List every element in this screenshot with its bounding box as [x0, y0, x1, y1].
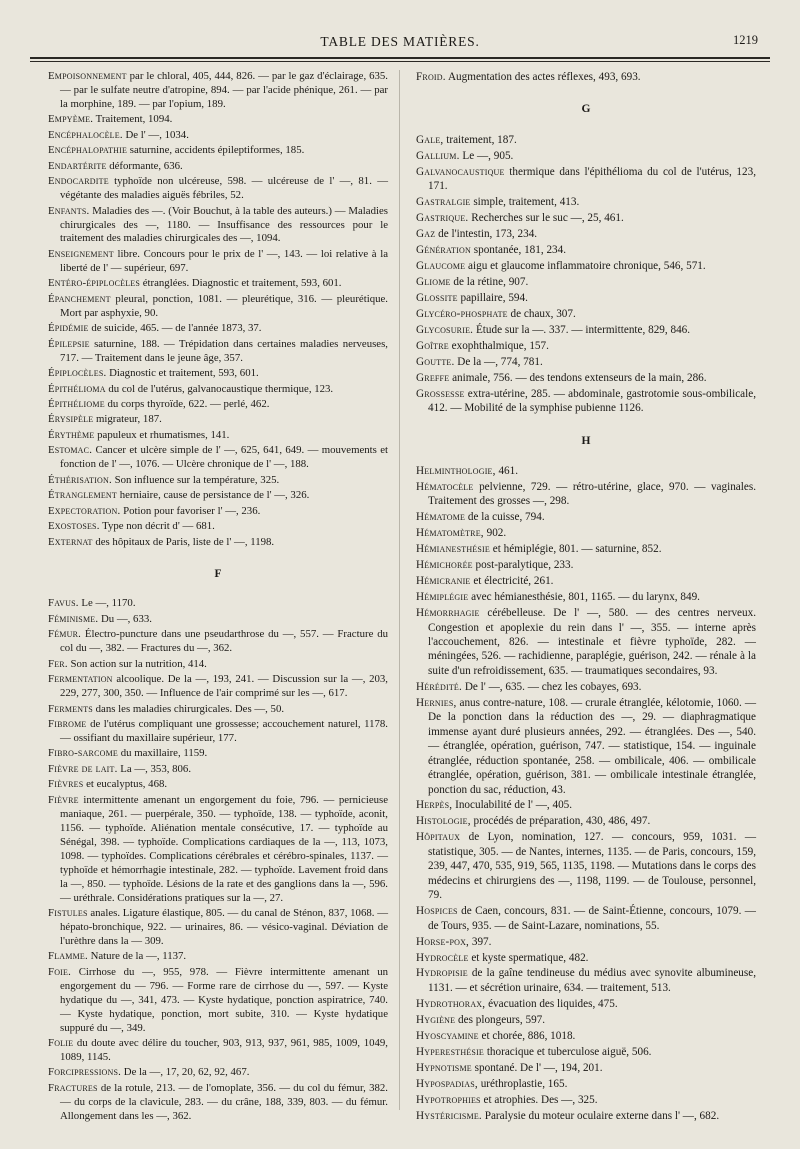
index-entry	[416, 307, 756, 321]
entry-keyword: Encéphalocèle.	[48, 128, 123, 141]
index-entry	[416, 951, 756, 965]
index-entry	[48, 950, 388, 964]
index-entry	[416, 606, 756, 678]
entry-keyword: Hypotrophies	[416, 1093, 481, 1106]
entry-keyword: Gastrique.	[416, 212, 469, 225]
entry-text: extra-utérine, 285. — abdominale, gastrotomie sous-ombilicale, 412. — Mobilité de la symphise pubienne 1126.	[428, 387, 757, 415]
entry-keyword: Hypospadias,	[416, 1077, 478, 1090]
entry-text: de la cuisse, 794.	[467, 511, 545, 524]
entry-keyword: Hémorrhagie	[416, 607, 480, 620]
section-letter-h: H	[581, 434, 591, 447]
section-letter-f: F	[214, 567, 222, 580]
index-entry	[416, 1029, 756, 1043]
index-entry	[48, 703, 388, 717]
entry-text: des hôpitaux de Paris, liste de l' —, 1198.	[95, 535, 275, 548]
entry-text: étranglées. Diagnostic et traitement, 593, 601.	[142, 277, 342, 290]
entry-text: Du —, 633.	[100, 612, 152, 625]
index-entry	[416, 1093, 756, 1107]
index-entry	[416, 387, 756, 416]
entry-keyword: Greffe	[416, 371, 450, 384]
index-entry	[48, 248, 388, 276]
entry-keyword: Hydropisie	[416, 967, 468, 980]
entry-text: et eucalyptus, 468.	[86, 778, 168, 791]
entry-text: Son influence sur la température, 325.	[114, 473, 280, 486]
entry-keyword: Féminisme.	[48, 612, 99, 625]
index-entry	[48, 474, 388, 488]
entry-list-g	[416, 133, 756, 416]
entry-keyword: Hémichorée	[416, 559, 473, 572]
index-entry	[48, 907, 388, 949]
index-entry	[416, 371, 756, 385]
entry-text: De la —, 774, 781.	[457, 355, 543, 368]
index-entry	[48, 597, 388, 611]
entry-text: Maladies des —. (Voir Bouchut, à la table des auteurs.) — Maladies chirurgicales des —, 1180. — Insuffisance des ressources pour le traitement des maladies chirurgicales des —, 1094.	[60, 204, 388, 245]
index-entry	[416, 464, 756, 478]
entry-keyword: Génération	[416, 244, 471, 257]
entry-keyword: Hyoscyamine	[416, 1029, 479, 1042]
index-entry	[416, 997, 756, 1011]
entry-text: exophthalmique, 157.	[451, 339, 549, 352]
entry-text: et hémiplégie, 801. — saturnine, 852.	[492, 543, 662, 556]
entry-keyword: Flamme.	[48, 950, 88, 963]
entry-keyword: Épanchement	[48, 292, 111, 305]
entry-text: de la rétine, 907.	[453, 275, 529, 288]
entry-text: du col de l'utérus, galvanocaustique thermique, 123.	[108, 382, 334, 395]
index-entry	[416, 510, 756, 524]
entry-text: du maxillaire, 1159.	[120, 747, 208, 760]
entry-keyword: Fractures	[48, 1081, 98, 1094]
entry-text: dans les maladies chirurgicales. Des —, 50.	[95, 702, 285, 715]
entry-text: spontanée, 181, 234.	[473, 244, 567, 257]
entry-keyword: Entéro-épiplocèles	[48, 277, 141, 290]
entry-list-e	[48, 70, 388, 550]
entry-text: uréthroplastie, 165.	[480, 1077, 568, 1090]
entry-text: de la rotule, 213. — de l'omoplate, 356. — du col du fémur, 382. — du corps de la clavicule, 283. — du crâne, 188, 339, 803. — du fémur. Allongement dans les —, 362.	[60, 1081, 388, 1122]
index-entry	[48, 520, 388, 534]
index-entry	[416, 259, 756, 273]
index-entry	[48, 413, 388, 427]
index-entry	[48, 129, 388, 143]
entry-text: 397.	[471, 935, 492, 948]
index-entry	[48, 794, 388, 906]
entry-text: Type non décrit d' — 681.	[102, 520, 215, 533]
index-entry	[48, 778, 388, 792]
entry-keyword: Hôpitaux	[416, 831, 461, 844]
entry-keyword: Hypnotisme	[416, 1061, 472, 1074]
index-entry	[416, 149, 756, 163]
entry-keyword: Forcipressions.	[48, 1066, 122, 1079]
entry-text: avec hémianesthésie, 801, 1165. — du larynx, 849.	[471, 591, 700, 604]
left-column	[48, 70, 388, 1125]
entry-keyword: Hématome	[416, 511, 466, 524]
section-letter-g: G	[581, 103, 591, 116]
entry-text: De l' —, 1034.	[125, 128, 189, 141]
entry-text: libre. Concours pour le prix de l' —, 143. — loi relative à la liberté de l' — supérieur, 697.	[60, 247, 389, 274]
entry-keyword: Fibro-sarcome	[48, 747, 118, 760]
entry-keyword: Expectoration.	[48, 504, 121, 517]
entry-text: papillaire, 594.	[460, 291, 528, 304]
index-entry	[48, 658, 388, 672]
index-entry	[416, 291, 756, 305]
index-entry	[48, 175, 388, 203]
index-entry	[48, 322, 388, 336]
entry-text: Électro-puncture dans une pseudarthrose du —, 557. — Fracture du col du —, 382. — Fractures du —, 362.	[60, 628, 388, 655]
index-entry	[48, 763, 388, 777]
entry-text: Potion pour favoriser l' —, 236.	[123, 504, 261, 517]
entry-text: pelvienne, 729. — rétro-utérine, glace, 970. — vaginales. Traitement des grosses —, 298.	[428, 480, 757, 508]
entry-list-h	[416, 464, 756, 1123]
entry-text: thermique dans l'épithélioma du col de l'utérus, 123, 171.	[428, 165, 756, 193]
entry-text: évacuation des liquides, 475.	[488, 997, 618, 1010]
index-entry	[416, 1109, 756, 1123]
entry-text: Augmentation des actes réflexes, 493, 693.	[447, 71, 641, 83]
entry-keyword: Épithéliome	[48, 397, 105, 410]
entry-text: La —, 353, 806.	[120, 762, 192, 775]
entry-keyword: Empoisonnement	[48, 70, 127, 82]
entry-text: alcoolique. De la —, 193, 241. — Discussion sur la —, 203, 229, 277, 300, 350. — Influence de l'air comprimé sur les —, 617.	[60, 673, 388, 700]
index-entry	[48, 489, 388, 503]
entry-keyword: Helminthologie,	[416, 465, 496, 478]
index-entry	[416, 814, 756, 828]
entry-text: du corps thyroïde, 622. — perlé, 462.	[107, 397, 270, 410]
entry-text: post-paralytique, 233.	[475, 559, 574, 572]
entry-text: de Lyon, nomination, 127. — concours, 959, 1031. — statistique, 305. — de Nantes, internes, 1135. — de Paris, concours, 159, 239, 447, 470, 535, 919, 565, 1135, 1198. — Mutations dans le corps des médecins et chirurgiens des —, 1198, 1199. — de Toulouse, personnel, 79.	[428, 831, 757, 902]
entry-keyword: Exostoses.	[48, 520, 100, 533]
entry-text: spontané. De l' —, 194, 201.	[474, 1061, 603, 1074]
index-entry	[416, 355, 756, 369]
entry-keyword: Hémiplégie	[416, 591, 469, 604]
entry-keyword: Fer.	[48, 657, 68, 670]
entry-keyword: Enseignement	[48, 247, 114, 260]
entry-text: procédés de préparation, 430, 486, 497.	[473, 815, 651, 828]
index-entry	[416, 133, 756, 147]
header-rule	[30, 57, 770, 59]
entry-keyword: Gliome	[416, 275, 451, 288]
entry-text: thoracique et tuberculose aiguë, 506.	[486, 1045, 652, 1058]
index-entry	[48, 383, 388, 397]
entry-keyword: Gaz	[416, 228, 436, 241]
index-entry	[416, 227, 756, 241]
index-entry	[48, 205, 388, 247]
entry-keyword: Hématomètre,	[416, 527, 484, 540]
index-entry	[48, 966, 388, 1036]
index-entry	[416, 165, 756, 194]
entry-text: De l' —, 635. — chez les cobayes, 693.	[464, 680, 642, 693]
index-entry	[416, 798, 756, 812]
index-entry	[416, 696, 756, 797]
entry-keyword: Hérédité.	[416, 680, 463, 693]
entry-keyword: Étranglement	[48, 489, 117, 502]
index-entry	[48, 444, 388, 472]
index-entry	[48, 70, 388, 112]
entry-keyword: Hygiène	[416, 1013, 456, 1026]
index-entry	[416, 1045, 756, 1059]
entry-keyword: Éthérisation.	[48, 473, 112, 486]
page-title: TABLE DES MATIÈRES.	[320, 34, 480, 49]
index-entry	[416, 680, 756, 694]
entry-keyword: Hémianesthésie	[416, 543, 490, 556]
entry-text: de chaux, 307.	[510, 307, 576, 320]
index-entry	[48, 113, 388, 127]
entry-keyword: Érythème	[48, 428, 95, 441]
entry-keyword: Fémur.	[48, 628, 82, 641]
entry-keyword: Fistules	[48, 906, 88, 919]
index-entry	[416, 1077, 756, 1091]
entry-keyword: Externat	[48, 535, 93, 548]
index-entry	[48, 367, 388, 381]
index-entry	[416, 339, 756, 353]
entry-keyword: Endartérite	[48, 159, 107, 172]
index-entry	[416, 70, 756, 84]
entry-keyword: Hernies,	[416, 696, 457, 709]
index-entry	[48, 1066, 388, 1080]
index-entry	[48, 628, 388, 656]
entry-keyword: Gale,	[416, 133, 444, 146]
entry-keyword: Histologie,	[416, 815, 471, 828]
entry-text: Paralysie du moteur oculaire externe dans l' —, 682.	[484, 1109, 720, 1122]
entry-list-f-continued	[416, 70, 756, 84]
entry-keyword: Hospices	[416, 905, 458, 918]
index-entry	[48, 293, 388, 321]
entry-keyword: Endocardite	[48, 175, 109, 188]
entry-list-f	[48, 597, 388, 1123]
entry-text: et atrophies. Des —, 325.	[483, 1093, 598, 1106]
entry-text: de la gaîne tendineuse du médius avec synovite albumineuse, 1131. — et sécrétion urinaire, 634. — traitement, 513.	[428, 967, 757, 994]
entry-text: cérébelleuse. De l' —, 580. — des centres nerveux. Congestion et apoplexie du rein dans l' —, 355. — interne après l'accouchement, 826. — intestinale et fièvre typhoïde, 282. — méningées, 526. — rachidienne, paraplégie, guérison, 242. — rénale à la suite d'un refroidissement, 635. — traumatiques secondaires, 93.	[428, 607, 756, 677]
entry-keyword: Hyperesthésie	[416, 1045, 485, 1058]
entry-text: pleural, ponction, 1081. — pleurétique, 316. — pleurétique. Mort par asphyxie, 90.	[60, 292, 388, 319]
right-column	[416, 70, 756, 1125]
entry-keyword: Horse-pox,	[416, 935, 470, 948]
entry-keyword: Glycosurie.	[416, 323, 474, 336]
entry-text: de Caen, concours, 831. — de Saint-Étienne, concours, 1079. — de Tours, 935. — de Saint-Lazare, nominations, 55.	[428, 905, 756, 932]
entry-text: papuleux et rhumatismes, 141.	[97, 428, 230, 441]
entry-text: de suicide, 465. — de l'année 1873, 37.	[91, 322, 262, 335]
entry-text: anus contre-nature, 108. — crurale étranglée, kélotomie, 1060. — De la ponction dans la réduction des —, 29. — diaphragmatique immense ayant duré plusieurs années, 292. — étranglées. Des —, 540. — étranglée, opération, guérison, 747. — statistique, 154. — inguinale étranglée, réduction spontanée, 258. — ombilicale, 406. — ombilicale étranglée, opération, guérison, 381. — ombilicale intestinale étranglée, ponction du sac, réduction, 43.	[428, 696, 757, 796]
entry-text: Le —, 1170.	[81, 597, 136, 610]
entry-text: typhoïde non ulcéreuse, 598. — ulcéreuse de l' —, 81. — végétante des maladies aiguës fébriles, 52.	[60, 175, 389, 202]
entry-keyword: Glycéro-phosphate	[416, 307, 508, 320]
entry-keyword: Fièvres	[48, 778, 84, 791]
index-entry	[48, 673, 388, 701]
entry-text: aigu et glaucome inflammatoire chronique, 546, 571.	[468, 260, 706, 273]
index-entry	[48, 144, 388, 158]
entry-text: saturnine, accidents épileptiformes, 185.	[129, 144, 305, 157]
entry-keyword: Enfants.	[48, 204, 90, 217]
entry-text: déformante, 636.	[109, 159, 183, 172]
index-entry	[416, 590, 756, 604]
entry-keyword: Encéphalopathie	[48, 144, 128, 157]
entry-keyword: Fermentation	[48, 673, 113, 686]
entry-keyword: Hydrothorax,	[416, 997, 486, 1010]
entry-text: simple, traitement, 413.	[473, 196, 580, 209]
entry-text: des plongeurs, 597.	[458, 1013, 546, 1026]
index-entry	[416, 830, 756, 902]
entry-text: Traitement, 1094.	[95, 113, 173, 126]
entry-keyword: Empyème.	[48, 113, 94, 126]
entry-text: Diagnostic et traitement, 593, 601.	[109, 367, 259, 380]
entry-text: migrateur, 187.	[96, 413, 162, 426]
index-entry	[416, 542, 756, 556]
entry-keyword: Fièvre	[48, 793, 79, 806]
page-number: 1219	[733, 33, 758, 47]
index-entry	[416, 1013, 756, 1027]
entry-keyword: Épidémie	[48, 322, 89, 335]
entry-keyword: Hystéricisme.	[416, 1109, 482, 1122]
entry-text: Recherches sur le suc —, 25, 461.	[471, 212, 624, 225]
page-header	[30, 30, 770, 56]
entry-text: de l'utérus compliquant une grossesse; accouchement naturel, 1178. — ossifiant du maxillaire supérieur, 177.	[60, 718, 389, 745]
index-entry	[416, 1061, 756, 1075]
entry-text: et chorée, 886, 1018.	[481, 1029, 576, 1042]
entry-text: herniaire, cause de persistance de l' —, 326.	[119, 489, 310, 502]
entry-text: Inoculabilité de l' —, 405.	[455, 799, 573, 812]
entry-keyword: Hydrocèle	[416, 951, 469, 964]
entry-keyword: Épiplocèles.	[48, 367, 107, 380]
index-entry	[416, 275, 756, 289]
index-entry	[48, 613, 388, 627]
entry-text: de l'intestin, 173, 234.	[438, 228, 538, 241]
index-entry	[416, 574, 756, 588]
entry-text: De la —, 17, 20, 62, 92, 467.	[123, 1066, 250, 1079]
index-entry	[416, 480, 756, 509]
index-entry	[416, 935, 756, 949]
index-entry	[48, 747, 388, 761]
entry-text: 461.	[498, 465, 519, 478]
entry-keyword: Gastralgie	[416, 196, 471, 209]
index-entry	[48, 505, 388, 519]
entry-keyword: Hématocèle	[416, 480, 474, 493]
index-entry	[48, 1037, 388, 1065]
entry-text: 902.	[486, 527, 507, 540]
index-entry	[48, 429, 388, 443]
index-entry	[416, 243, 756, 257]
index-entry	[48, 536, 388, 550]
index-entry	[416, 211, 756, 225]
entry-keyword: Hémicranie	[416, 575, 471, 588]
entry-keyword: Glossite	[416, 291, 458, 304]
entry-keyword: Fièvre de lait.	[48, 762, 118, 775]
entry-keyword: Glaucome	[416, 260, 466, 273]
index-entry	[48, 277, 388, 291]
entry-text: du doute avec délire du toucher, 903, 913, 937, 961, 985, 1009, 1049, 1089, 1145.	[60, 1037, 388, 1063]
entry-keyword: Goître	[416, 339, 449, 352]
entry-text: et électricité, 261.	[473, 575, 554, 588]
entry-keyword: Ferments	[48, 702, 93, 715]
index-entry	[48, 718, 388, 746]
entry-text: saturnine, 188. — Trépidation dans certaines maladies nerveuses, 717. — Traitement dans le jeune âge, 357.	[60, 337, 388, 364]
entry-keyword: Estomac.	[48, 444, 93, 457]
column-divider	[399, 70, 400, 1110]
entry-keyword: Favus.	[48, 597, 79, 610]
entry-keyword: Galvanocaustique	[416, 165, 505, 178]
entry-text: intermittente amenant un engorgement du foie, 796. — pernicieuse maniaque, 261. — puerpérale, 350. — typhoïde, 138. — typhoïde, aconit, 1156. — typhoïde. Aliénation mentale consécutive, 17. — typhoïde au Sénégal, 398. — typhoïde. Complications cardiaques de la —, 113, 1073, 1098. — typhoïdes. Complications cérébrales et cérébro-spinales, 1137. — typhoïde et hémorrhagie intestinale, 282. — typhoïde. Lavement froid dans la —, 850. — typhoïde. Lésions de la rate et des ganglions dans la —, 596. — uréthrale. Considérations pratiques sur la —, 27.	[60, 793, 388, 904]
header-rule-thin	[30, 61, 770, 62]
entry-keyword: Érysipèle	[48, 413, 94, 426]
entry-keyword: Foie.	[48, 965, 72, 978]
index-entry	[416, 966, 756, 995]
entry-text: Cirrhose du —, 955, 978. — Fièvre intermittente amenant un engorgement du — 796. — Forme rare de cirrhose du —, 597. — Kyste hydatique du —, 341, 473. — Kyste hydatique, ponction aspiratrice, 740. — Kyste hydatique, ponction, mort subite, 310. — Kyste hydatique suppuré du —, 349.	[60, 965, 388, 1034]
entry-text: anales. Ligature élastique, 805. — du canal de Sténon, 837, 1068. — hépato-bronchique, 922. — urinaires, 86. — vésico-vaginal. Déviation de l'urèthre dans la — 309.	[60, 906, 388, 947]
entry-keyword: Folie	[48, 1037, 74, 1050]
index-entry	[48, 398, 388, 412]
index-entry	[416, 526, 756, 540]
entry-text: animale, 756. — des tendons extenseurs de la main, 286.	[452, 371, 707, 384]
entry-keyword: Gallium.	[416, 149, 460, 162]
entry-text: par le chloral, 405, 444, 826. — par le gaz d'éclairage, 635. — par le sulfate neutre d'atropine, 894. — par l'acide phénique, 261. — par la morphine, 189. — par l'opium, 189.	[60, 70, 388, 110]
entry-text: et kyste spermatique, 482.	[471, 951, 589, 964]
entry-keyword: Herpès,	[416, 799, 453, 812]
index-entry	[416, 558, 756, 572]
index-entry	[48, 1082, 388, 1124]
entry-keyword: Grossesse	[416, 387, 465, 400]
entry-text: Étude sur la —. 337. — intermittente, 829, 846.	[475, 323, 691, 336]
entry-text: Nature de la —, 1137.	[90, 950, 187, 963]
index-entry	[48, 160, 388, 174]
entry-text: Cancer et ulcère simple de l' —, 625, 641, 649. — mouvements et fonction de l' —, 1076. — Ulcère chronique de l' —, 188.	[60, 444, 389, 471]
index-entry	[416, 904, 756, 933]
entry-keyword: Goutte.	[416, 355, 455, 368]
entry-keyword: Fibrome	[48, 718, 87, 731]
entry-keyword: Épithélioma	[48, 382, 106, 395]
index-entry	[48, 338, 388, 366]
entry-text: traitement, 187.	[446, 133, 517, 146]
index-entry	[416, 323, 756, 337]
entry-keyword: Froid.	[416, 71, 446, 83]
entry-keyword: Épilepsie	[48, 337, 90, 350]
entry-text: Le —, 905.	[462, 149, 514, 162]
entry-text: Son action sur la nutrition, 414.	[70, 657, 207, 670]
index-entry	[416, 195, 756, 209]
